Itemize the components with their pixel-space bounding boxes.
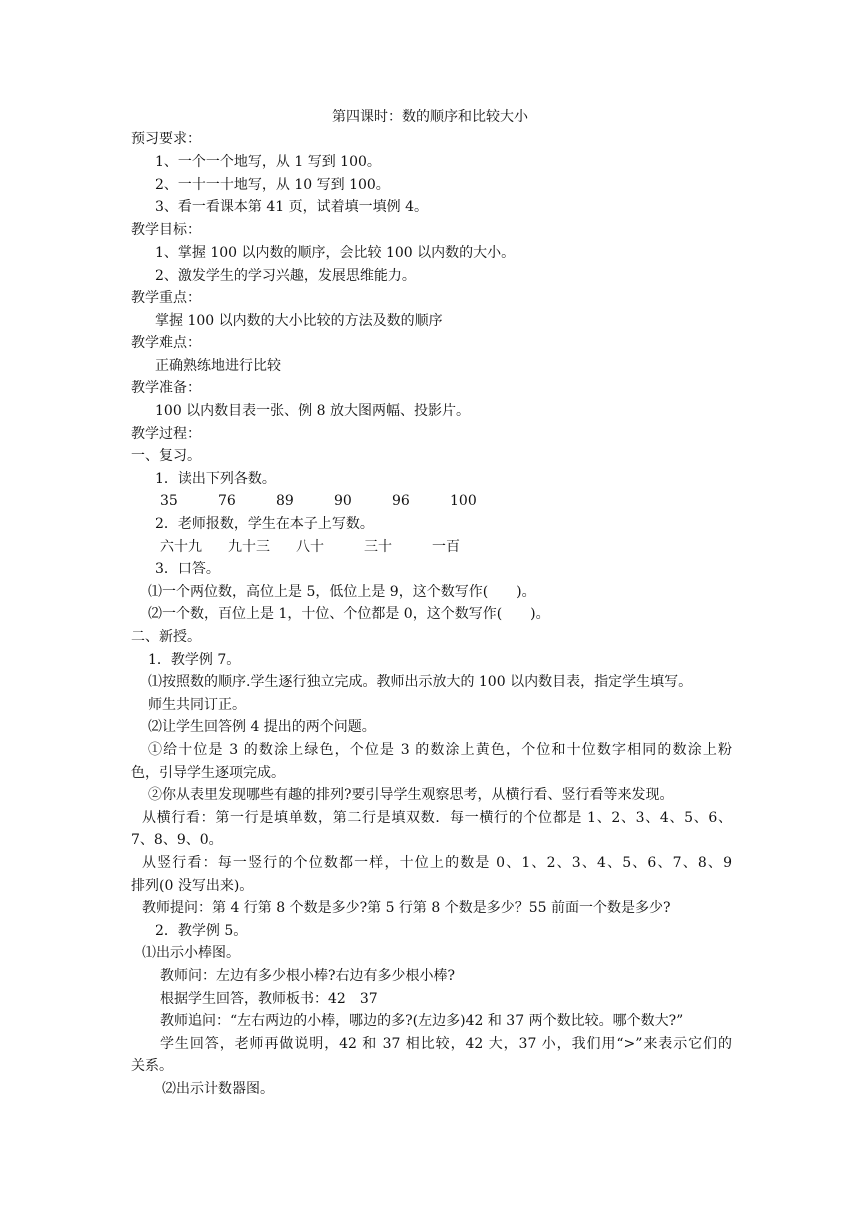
- preparation-text: 100 以内数目表一张、例 8 放大图两幅、投影片。: [155, 403, 470, 419]
- number-item: 96: [392, 493, 410, 509]
- example-5-heading: 2．教学例 5。: [155, 923, 248, 939]
- paragraph: 关系。: [131, 1058, 173, 1074]
- goals-heading: 教学目标：: [131, 222, 201, 238]
- number-item: 89: [276, 493, 294, 509]
- review-heading: 一、复习。: [131, 448, 201, 464]
- chinese-number-item: 三十: [364, 539, 392, 555]
- key-point-heading: 教学重点：: [131, 290, 201, 306]
- paragraph: ⑵出示计数器图。: [162, 1081, 274, 1097]
- preview-item-3: 3、看一看课本第 41 页，试着填一填例 4。: [155, 199, 428, 215]
- preview-item-1: 1、一个一个地写，从 1 写到 100。: [155, 154, 381, 170]
- number-item: 100: [450, 493, 477, 509]
- number-list: [160, 491, 732, 511]
- difficulty-text: 正确熟练地进行比较: [155, 358, 281, 374]
- paragraph: 教师追问：“左右两边的小棒，哪边的多?(左边多)42 和 37 两个数比较。哪个数大?”: [160, 1013, 684, 1029]
- difficulty-heading: 教学难点：: [131, 335, 201, 351]
- goals-item-2: 2、激发学生的学习兴趣，发展思维能力。: [155, 268, 416, 284]
- preview-heading: 预习要求：: [131, 131, 201, 147]
- paragraph: 根据学生回答，教师板书：42 37: [160, 991, 378, 1007]
- paragraph: ②你从表里发现哪些有趣的排列?要引导学生观察思考，从横行看、竖行看等来发现。: [148, 787, 674, 803]
- paragraph: 色，引导学生逐项完成。: [131, 765, 285, 781]
- paragraph: ⑵让学生回答例 4 提出的两个问题。: [148, 719, 376, 735]
- key-point-text: 掌握 100 以内数的大小比较的方法及数的顺序: [155, 313, 443, 329]
- chinese-number-item: 一百: [432, 539, 460, 555]
- paragraph: 从横行看：第一行是填单数，第二行是填双数．每一横行的个位都是 1、2、3、4、5、6、: [142, 810, 732, 826]
- paragraph: ⑴出示小棒图。: [142, 945, 240, 961]
- chinese-number-item: 八十: [296, 539, 324, 555]
- paragraph: 师生共同订正。: [148, 697, 246, 713]
- new-lesson-heading: 二、新授。: [131, 629, 201, 645]
- process-heading: 教学过程：: [131, 426, 201, 442]
- paragraph: 7、8、9、0。: [131, 832, 223, 848]
- review-item-2: 2．老师报数，学生在本子上写数。: [155, 516, 374, 532]
- goals-item-1: 1、掌握 100 以内数的顺序，会比较 100 以内数的大小。: [155, 245, 516, 261]
- paragraph: 从竖行看：每一竖行的个位数都一样，十位上的数是 0、1、2、3、4、5、6、7、8、9: [142, 855, 732, 871]
- example-7-heading: 1．教学例 7。: [148, 652, 241, 668]
- oral-question-2: ⑵一个数，百位上是 1，十位、个位都是 0，这个数写作( )。: [148, 606, 550, 622]
- number-item: 90: [334, 493, 352, 509]
- page-title: 第四课时：数的顺序和比较大小: [332, 109, 528, 125]
- preview-item-2: 2、一十一十地写，从 10 写到 100。: [155, 177, 390, 193]
- oral-question-1: ⑴一个两位数，高位上是 5，低位上是 9，这个数写作( )。: [148, 584, 536, 600]
- paragraph: 学生回答，老师再做说明，42 和 37 相比较，42 大，37 小，我们用“>”来表示它们的: [160, 1036, 732, 1052]
- chinese-number-item: 九十三: [228, 539, 270, 555]
- chinese-number-item: 六十九: [160, 539, 202, 555]
- paragraph: ①给十位是 3 的数涂上绿色，个位是 3 的数涂上黄色，个位和十位数字相同的数涂上粉: [148, 742, 732, 758]
- preparation-heading: 教学准备：: [131, 380, 201, 396]
- review-item-3: 3．口答。: [155, 561, 220, 577]
- review-item-1: 1．读出下列各数。: [155, 471, 276, 487]
- paragraph: 教师提问：第 4 行第 8 个数是多少?第 5 行第 8 个数是多少？55 前面一个数是多少?: [142, 900, 671, 916]
- paragraph: 排列(0 没写出来)。: [131, 878, 254, 894]
- paragraph: 教师问：左边有多少根小棒?右边有多少根小棒?: [160, 968, 456, 984]
- paragraph: ⑴按照数的顺序.学生逐行独立完成。教师出示放大的 100 以内数目表，指定学生填写。: [148, 674, 693, 690]
- chinese-number-list: [160, 537, 732, 557]
- number-item: 76: [218, 493, 236, 509]
- number-item: 35: [160, 493, 178, 509]
